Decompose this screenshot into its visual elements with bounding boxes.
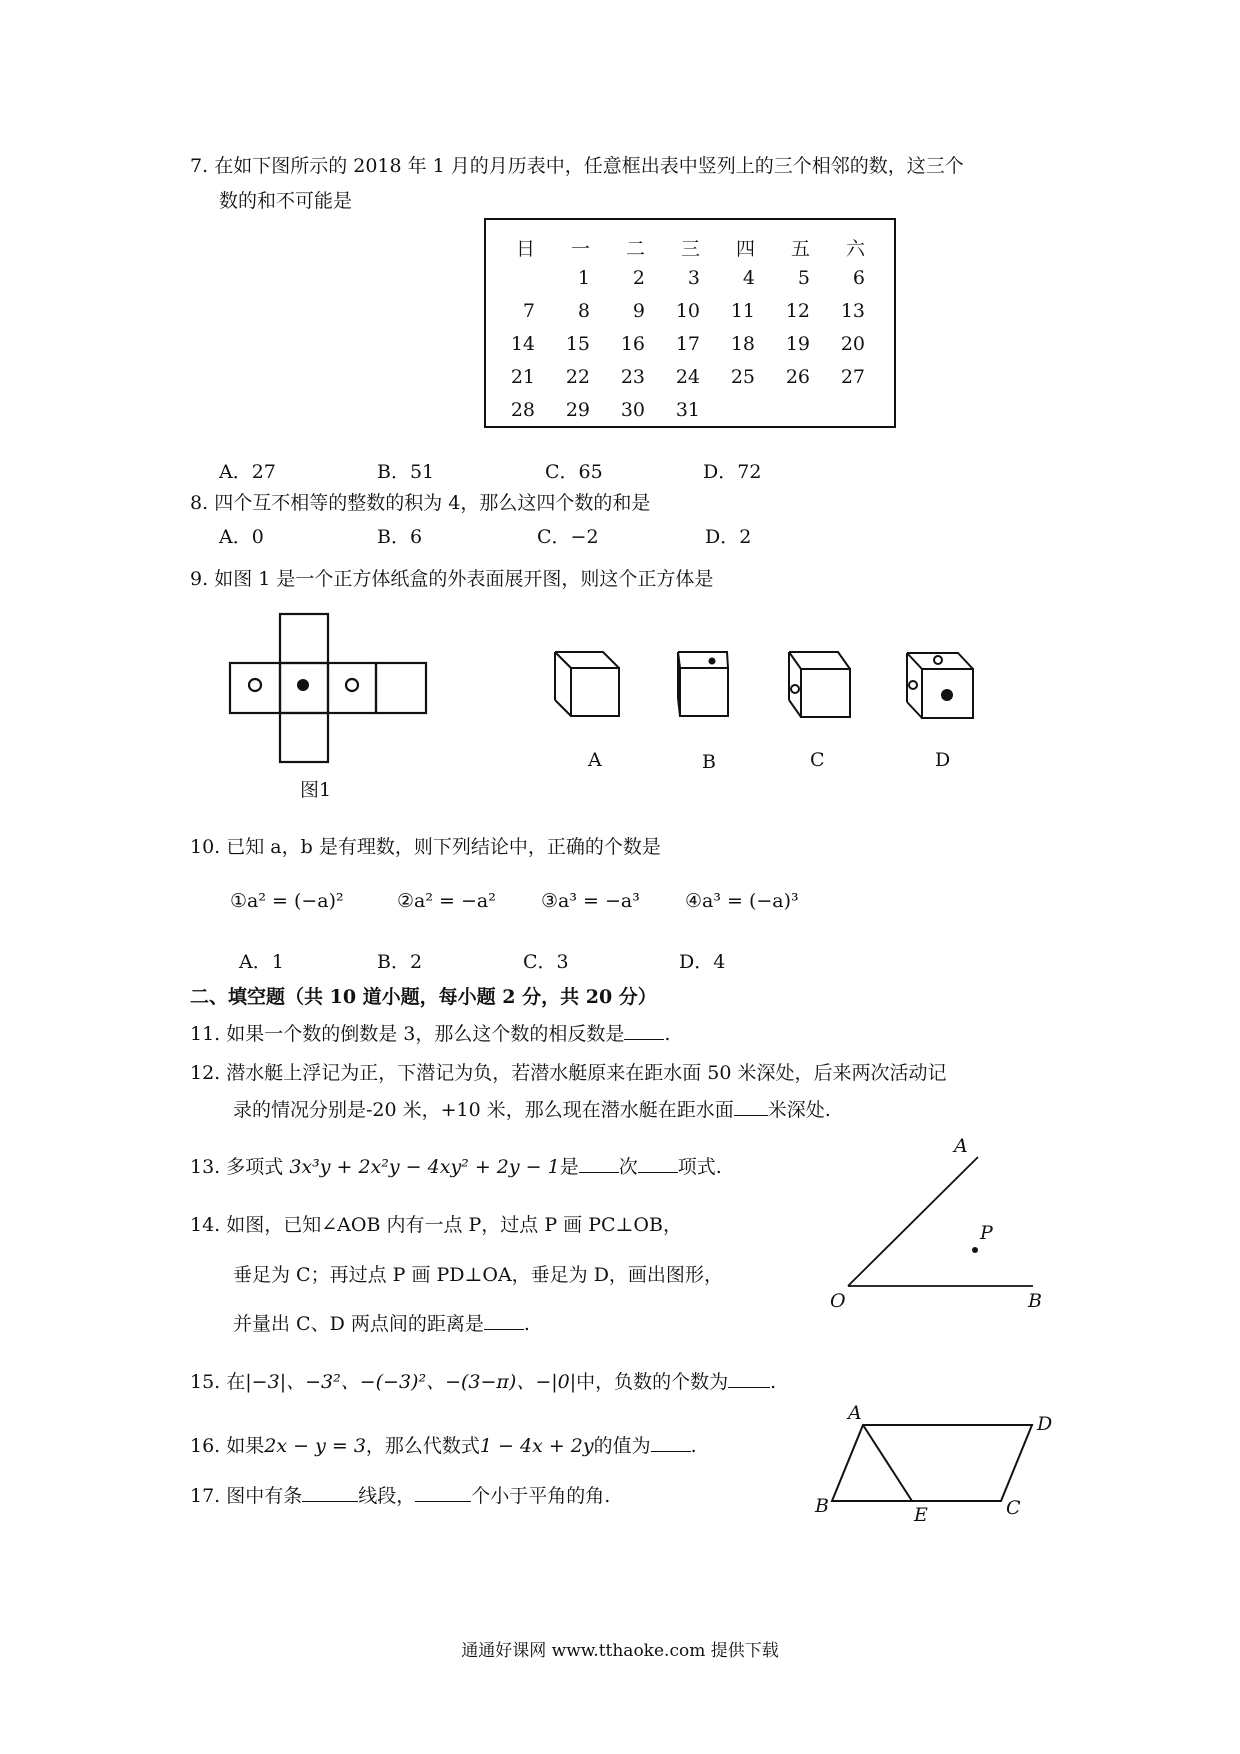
calendar-cell: 14 [510, 333, 535, 355]
q7-text-line1: 在如下图所示的 2018 年 1 月的月历表中，任意框出表中竖列上的三个相邻的数，这三个 [214, 155, 964, 177]
calendar-header: 四 [735, 238, 755, 260]
q7-option-c[interactable]: C．65 [545, 461, 603, 483]
q13-text-mid1: 是 [559, 1156, 579, 1178]
q16-text-prefix: 如果 [226, 1435, 265, 1457]
q16-text-mid: ，那么代数式 [365, 1435, 480, 1457]
q14-label-a: A [954, 1135, 968, 1157]
q10-statement-1: ①a² = (−a)² [230, 890, 344, 912]
calendar-cell: 5 [797, 267, 810, 289]
q17-text-c: 个小于平角的角. [471, 1485, 611, 1507]
calendar-header: 二 [625, 238, 645, 260]
section2-title: 二、填空题（共 10 道小题，每小题 2 分，共 20 分） [190, 986, 657, 1008]
q14-label-b: B [1028, 1290, 1042, 1312]
q15-text-prefix: 在 [226, 1371, 246, 1393]
q10-number: 10. [190, 836, 221, 858]
q15-text-end: . [770, 1371, 777, 1393]
q7-option-a[interactable]: A．27 [219, 461, 276, 483]
calendar-cell: 15 [565, 333, 590, 355]
q8-option-d[interactable]: D．2 [705, 526, 752, 548]
q9-number: 9. [190, 568, 209, 590]
q7-text-line2: 数的和不可能是 [219, 190, 353, 212]
calendar-cell: 3 [687, 267, 700, 289]
q9-cube-label-a[interactable]: A [588, 749, 602, 771]
q17-label-b: B [815, 1495, 829, 1517]
q13-text-end: 项式. [677, 1156, 722, 1178]
calendar-cell: 2 [632, 267, 645, 289]
q16-expression: 1 − 4x + 2y [479, 1435, 594, 1457]
q16-condition: 2x − y = 3 [264, 1435, 366, 1457]
q14-number: 14. [190, 1214, 221, 1236]
q17-text-b: 线段， [358, 1485, 416, 1507]
q10-option-c[interactable]: C．3 [523, 951, 569, 973]
calendar-cell: 23 [620, 366, 645, 388]
calendar-header: 日 [515, 238, 535, 260]
q9-cube-label-b[interactable]: B [702, 751, 716, 773]
calendar-cell: 22 [565, 366, 590, 388]
q15-expression: |−3|、−3²、−(−3)²、−(3−π)、−|0| [245, 1371, 577, 1393]
q10-statement-3: ③a³ = −a³ [541, 890, 640, 912]
q9-figure-caption: 图1 [300, 779, 332, 801]
q7-number: 7. [190, 155, 209, 177]
calendar-header: 六 [845, 238, 865, 260]
q14-text-line2: 垂足为 C；再过点 P 画 PD⊥OA，垂足为 D，画出图形， [233, 1264, 723, 1286]
q8-number: 8. [190, 492, 209, 514]
q15-text-after: 中，负数的个数为 [576, 1371, 729, 1393]
q17-label-d: D [1037, 1413, 1053, 1435]
calendar-cell: 29 [565, 399, 590, 421]
q11-text: 如果一个数的倒数是 3，那么这个数的相反数是 [226, 1023, 625, 1045]
q8-option-c[interactable]: C．−2 [537, 526, 599, 548]
calendar-cell: 20 [840, 333, 865, 355]
q10-option-a[interactable]: A．1 [239, 951, 284, 973]
q12-text-line1: 潜水艇上浮记为正，下潜记为负，若潜水艇原来在距水面 50 米深处，后来两次活动记 [226, 1062, 947, 1084]
q16-text-end: . [690, 1435, 697, 1457]
calendar-cell: 27 [840, 366, 865, 388]
q13-text-prefix: 多项式 [226, 1156, 284, 1178]
calendar-header: 三 [680, 238, 700, 260]
calendar-cell: 7 [522, 300, 535, 322]
segment-ae [863, 1425, 912, 1501]
calendar-cell: 11 [730, 300, 755, 322]
calendar-cell: 10 [675, 300, 700, 322]
calendar-cell: 19 [785, 333, 810, 355]
q17-text-a: 图中有条 [226, 1485, 303, 1507]
q13-polynomial: 3x³y + 2x²y − 4xy² + 2y − 1 [289, 1156, 560, 1178]
calendar-header: 一 [570, 238, 590, 260]
q17-label-e: E [914, 1504, 928, 1526]
calendar-cell: 13 [840, 300, 865, 322]
q12-number: 12. [190, 1062, 221, 1084]
q8-text: 四个互不相等的整数的积为 4，那么这四个数的和是 [214, 492, 651, 514]
q14-text-line3: 并量出 C、D 两点间的距离是 [233, 1313, 484, 1335]
parallelogram-abcd [832, 1425, 1032, 1501]
calendar-cell: 30 [620, 399, 645, 421]
q10-option-d[interactable]: D．4 [679, 951, 726, 973]
q17-label-a: A [848, 1402, 862, 1424]
q8-option-b[interactable]: B．6 [377, 526, 423, 548]
calendar-cell: 17 [675, 333, 700, 355]
q12-text-end: 米深处. [767, 1099, 831, 1121]
q14-label-o: O [830, 1290, 846, 1312]
calendar-cell: 8 [577, 300, 590, 322]
q14-text-line1: 如图，已知∠AOB 内有一点 P，过点 P 画 PC⊥OB， [226, 1214, 682, 1236]
q12-text-line2: 录的情况分别是-20 米，+10 米，那么现在潜水艇在距水面 [233, 1099, 734, 1121]
calendar-cell: 12 [785, 300, 810, 322]
q15-number: 15. [190, 1371, 221, 1393]
q13-number: 13. [190, 1156, 221, 1178]
q16-number: 16. [190, 1435, 221, 1457]
q14-text-end: . [523, 1313, 530, 1335]
calendar-cell: 28 [510, 399, 535, 421]
calendar-cell: 18 [730, 333, 755, 355]
calendar-cell: 9 [632, 300, 645, 322]
q10-statement-2: ②a² = −a² [397, 890, 496, 912]
calendar-cell: 31 [675, 399, 700, 421]
q16-text-after: 的值为 [593, 1435, 651, 1457]
q10-statement-4: ④a³ = (−a)³ [685, 890, 799, 912]
q8-option-a[interactable]: A．0 [219, 526, 264, 548]
q17-label-c: C [1006, 1497, 1021, 1519]
calendar-cell: 26 [785, 366, 810, 388]
q14-label-p: P [980, 1222, 993, 1244]
calendar-cell: 6 [852, 267, 865, 289]
q7-option-b[interactable]: B．51 [377, 461, 435, 483]
q11-number: 11. [190, 1023, 221, 1045]
page-footer: 通通好课网 www.tthaoke.com 提供下载 [461, 1641, 779, 1661]
q13-text-mid2: 次 [618, 1156, 638, 1178]
calendar-cell: 16 [620, 333, 645, 355]
calendar-header: 五 [790, 238, 810, 260]
calendar-cell: 24 [675, 366, 700, 388]
calendar-cell: 4 [742, 267, 755, 289]
q10-text: 已知 a，b 是有理数，则下列结论中，正确的个数是 [226, 836, 661, 858]
q10-option-b[interactable]: B．2 [377, 951, 423, 973]
q9-cube-label-d[interactable]: D [935, 749, 951, 771]
q7-option-d[interactable]: D．72 [703, 461, 762, 483]
q17-number: 17. [190, 1485, 221, 1507]
calendar-cell: 25 [730, 366, 755, 388]
calendar-cell: 21 [510, 366, 535, 388]
q11-text-end: . [664, 1023, 671, 1045]
q9-cube-label-c[interactable]: C [810, 749, 825, 771]
calendar-cell: 1 [577, 267, 590, 289]
q9-text: 如图 1 是一个正方体纸盒的外表面展开图，则这个正方体是 [214, 568, 714, 590]
